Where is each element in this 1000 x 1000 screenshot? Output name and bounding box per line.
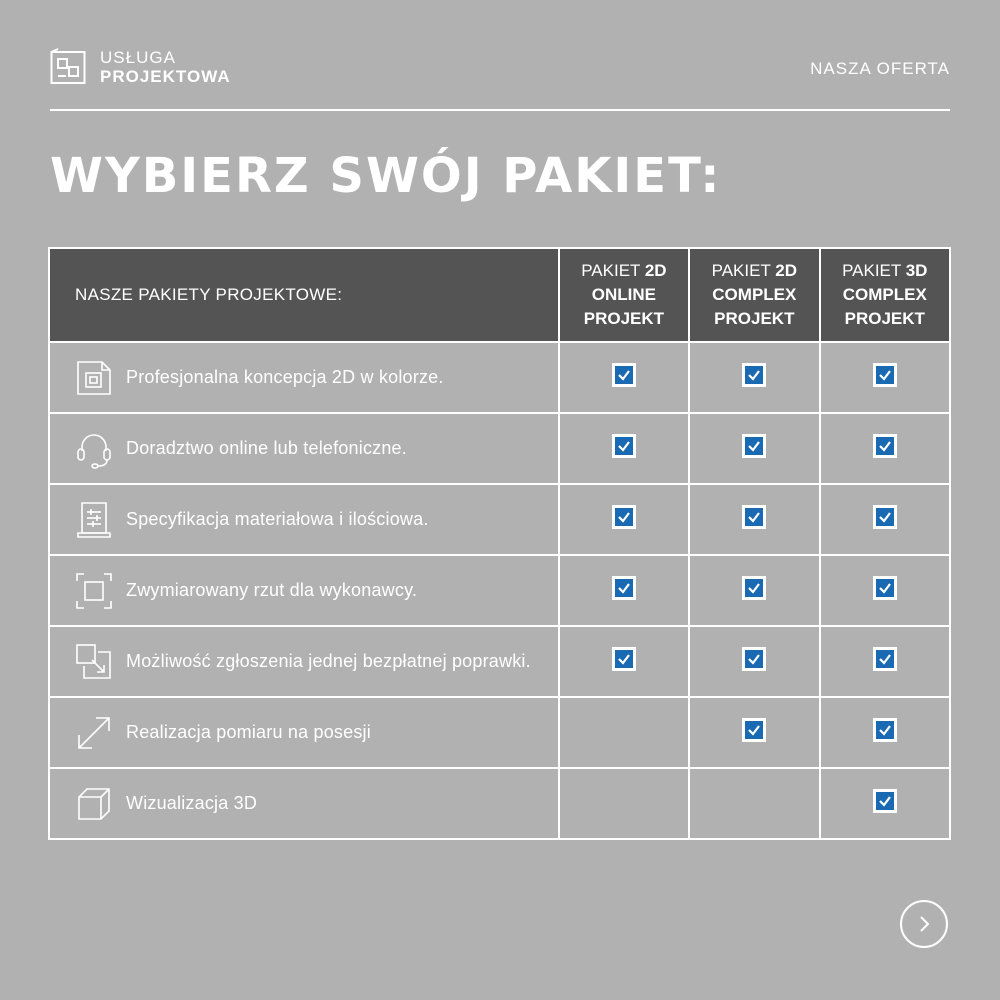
package-2-cell <box>689 626 819 697</box>
checkbox-checked-icon <box>742 718 766 742</box>
checkbox-checked-icon <box>742 363 766 387</box>
feature <box>50 571 558 611</box>
table-row <box>49 413 950 484</box>
package-line3: PROJEKT <box>714 309 795 328</box>
package-1-cell <box>559 413 689 484</box>
nav-offer-link[interactable]: NASZA OFERTA <box>810 59 950 78</box>
brand-line1: USŁUGA <box>100 48 176 67</box>
checkbox-checked-icon <box>612 505 636 529</box>
package-2-cell <box>689 697 819 768</box>
feature-label: Możliwość zgłoszenia jednej bezpłatnej poprawki. <box>126 651 531 671</box>
feature-cell <box>49 697 559 768</box>
cube-icon <box>74 784 114 824</box>
table-row <box>49 342 950 413</box>
package-1-cell <box>559 697 689 768</box>
page-title: WYBIERZ SWÓJ PAKIET: <box>50 148 722 204</box>
package-1-cell <box>559 626 689 697</box>
header-package-2 <box>689 248 819 342</box>
package-1-cell <box>559 555 689 626</box>
package-2-cell <box>689 768 819 839</box>
checkbox-checked-icon <box>873 576 897 600</box>
package-3-cell <box>820 342 950 413</box>
blueprint-icon <box>50 48 86 86</box>
checkbox-checked-icon <box>873 789 897 813</box>
feature-label: Realizacja pomiaru na posesji <box>126 722 371 742</box>
package-3-cell <box>820 555 950 626</box>
package-3-cell <box>820 697 950 768</box>
package-line2: ONLINE <box>591 285 657 304</box>
brand-logo[interactable] <box>50 48 231 86</box>
table-row <box>49 768 950 839</box>
package-dim: 3D <box>905 261 928 280</box>
checkbox-checked-icon <box>873 363 897 387</box>
header-package-1 <box>559 248 689 342</box>
feature-cell <box>49 342 559 413</box>
chevron-right-icon <box>917 914 931 934</box>
table-row <box>49 626 950 697</box>
header-divider <box>50 109 950 111</box>
header-package-3 <box>820 248 950 342</box>
checkbox-checked-icon <box>742 505 766 529</box>
feature-label: Doradztwo online lub telefoniczne. <box>126 438 407 458</box>
feature <box>50 713 558 753</box>
checkbox-checked-icon <box>873 505 897 529</box>
checkbox-checked-icon <box>612 576 636 600</box>
table-row <box>49 555 950 626</box>
package-3-cell <box>820 484 950 555</box>
revision-icon <box>74 642 114 682</box>
table-header-row <box>49 248 950 342</box>
package-line3: PROJEKT <box>583 309 665 328</box>
package-line2: COMPLEX <box>842 285 927 304</box>
feature-label: Wizualizacja 3D <box>126 793 258 813</box>
feature-cell <box>49 555 559 626</box>
packages-table <box>48 247 951 840</box>
package-line3: PROJEKT <box>844 309 925 328</box>
feature-cell <box>49 413 559 484</box>
feature-label: Profesjonalna koncepcja 2D w kolorze. <box>126 367 444 387</box>
feature <box>50 429 558 469</box>
feature <box>50 642 558 682</box>
feature <box>50 784 558 824</box>
checkbox-checked-icon <box>873 647 897 671</box>
checkbox-checked-icon <box>873 434 897 458</box>
package-1-cell <box>559 342 689 413</box>
package-prefix: PAKIET <box>711 261 776 280</box>
package-2-cell <box>689 555 819 626</box>
feature-cell <box>49 626 559 697</box>
feature-label: Specyfikacja materiałowa i ilościowa. <box>126 509 429 529</box>
checkbox-checked-icon <box>873 718 897 742</box>
package-prefix: PAKIET <box>581 261 645 280</box>
feature-cell <box>49 484 559 555</box>
package-3-cell <box>820 626 950 697</box>
brand-line2: PROJEKTOWA <box>100 67 231 86</box>
checkbox-checked-icon <box>742 647 766 671</box>
next-button[interactable] <box>900 900 948 948</box>
headset-icon <box>74 429 114 469</box>
package-dim: 2D <box>644 261 667 280</box>
package-2-cell <box>689 484 819 555</box>
checkbox-checked-icon <box>742 576 766 600</box>
package-prefix: PAKIET <box>842 261 906 280</box>
feature-cell <box>49 768 559 839</box>
package-2-cell <box>689 413 819 484</box>
header-feature: NASZE PAKIETY PROJEKTOWE: <box>49 248 559 342</box>
measure-arrow-icon <box>74 713 114 753</box>
package-dim: 2D <box>775 261 797 280</box>
package-1-cell <box>559 768 689 839</box>
feature-label: Zwymiarowany rzut dla wykonawcy. <box>126 580 418 600</box>
table-row <box>49 697 950 768</box>
checkbox-checked-icon <box>612 647 636 671</box>
package-line2: COMPLEX <box>712 285 797 304</box>
floorplan-document-icon <box>74 358 114 398</box>
checkbox-checked-icon <box>742 434 766 458</box>
table-row <box>49 484 950 555</box>
checkbox-checked-icon <box>612 363 636 387</box>
specification-list-icon <box>74 500 114 540</box>
package-3-cell <box>820 768 950 839</box>
feature <box>50 358 558 398</box>
dimension-frame-icon <box>74 571 114 611</box>
package-2-cell <box>689 342 819 413</box>
feature <box>50 500 558 540</box>
package-3-cell <box>820 413 950 484</box>
package-1-cell <box>559 484 689 555</box>
checkbox-checked-icon <box>612 434 636 458</box>
